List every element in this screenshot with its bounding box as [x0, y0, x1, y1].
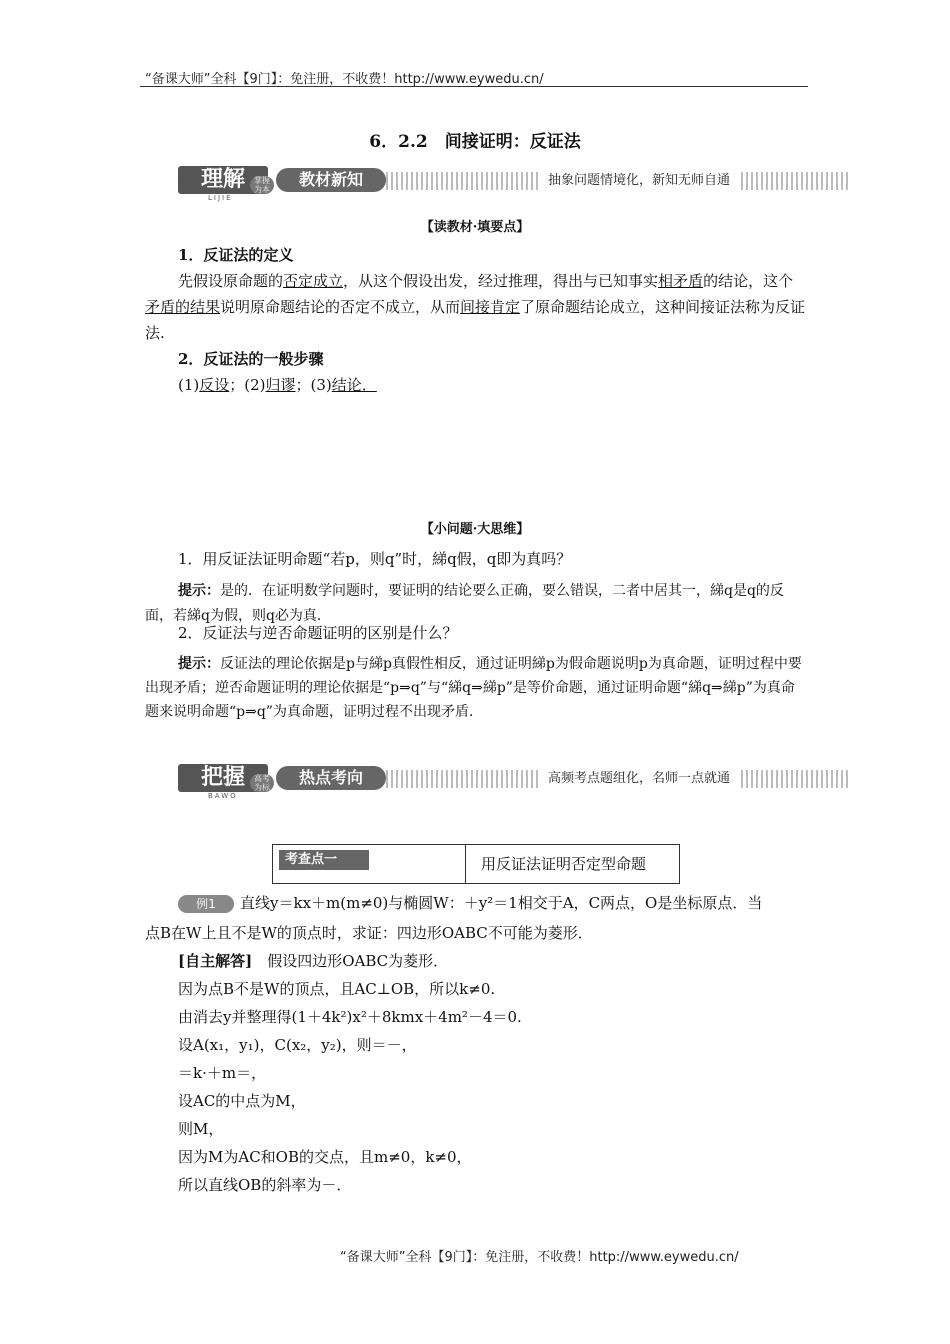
section-heading-read: 【读教材·填要点】 [420, 220, 530, 235]
def-part: 了原命题结论成立，这种间接证法称为反证法. [145, 298, 806, 342]
solution-line-1 [178, 948, 448, 974]
def-blank: 矛盾的结果 [145, 298, 221, 316]
example-text: 直线y＝kx＋m(m≠0)与椭圆W：＋y²＝1相交于A，C两点，O是坐标原点．当 [240, 894, 763, 912]
def-blank: 间接肯定 [460, 298, 521, 316]
steps-part: ；(2) [229, 376, 266, 394]
header-divider [140, 86, 808, 87]
key-point-label: 考查点一 [279, 850, 369, 870]
solution-line-9: 所以直线OB的斜率为－． [178, 1176, 352, 1194]
steps-part: (1) [178, 376, 200, 394]
key-point-divider [465, 845, 466, 883]
def-part: 的结论，这个 [703, 272, 794, 290]
page-footer: “备课大师”全科【9门】：免注册，不收费！http://www.eywedu.cn/ [340, 1250, 739, 1265]
banner-small-text: 高考 为标 [250, 774, 274, 792]
banner-big-text: 理解 [178, 166, 268, 194]
banner-sub-text: BAWO [208, 792, 238, 800]
banner-mid-text: 教材新知 [276, 168, 386, 192]
solution-line-3: 由消去y并整理得(1＋4k²)x²＋8kmx＋4m²－4＝0. [178, 1008, 522, 1026]
solution-line-7: 则M， [178, 1120, 224, 1138]
key-point-text: 用反证法证明否定型命题 [481, 855, 647, 873]
key-point-box [272, 844, 680, 884]
solution-line-8: 因为M为AC和OB的交点，且m≠0，k≠0， [178, 1148, 472, 1166]
banner-mid-text: 热点考向 [276, 766, 386, 790]
answer-label: 提示： [178, 656, 220, 672]
def-part: 说明原命题结论的否定不成立，从而 [220, 298, 461, 316]
solution-line-5: ＝k·＋m＝， [178, 1064, 267, 1082]
example-line-2: 点B在W上且不是W的顶点时，求证：四边形OABC不可能为菱形． [145, 924, 593, 942]
answer-text: 是的．在证明数学问题时，要证明的结论要么正确，要么错误，二者中居其一，綈q是q的反面，若綈q为假，则q必为真． [145, 583, 784, 624]
answer-text: 反证法的理论依据是p与綈p真假性相反，通过证明綈p为假命题说明p为真命题，证明过程中要出现矛盾；逆否命题证明的理论依据是“p⇒q”与“綈q⇒綈p”是等价命题，通过证明命题“綈q⇒綈p”为真命题来说明命题“p⇒q”为真命题，证明过程不出现矛盾． [145, 656, 802, 720]
steps-blank: 归谬 [265, 376, 296, 394]
example-line-1 [178, 890, 762, 916]
definition-heading: 1．反证法的定义 [178, 246, 294, 264]
question-2: 2．反证法与逆否命题证明的区别是什么？ [178, 624, 458, 642]
banner-tagline: 高频考点题组化，名师一点就通 [540, 768, 738, 790]
def-part: 先假设原命题的 [178, 272, 284, 290]
steps-blank: 反设 [199, 376, 230, 394]
banner-small-text: 掌握 为本 [250, 176, 274, 194]
solution-line-4: 设A(x₁，y₁)，C(x₂，y₂)，则＝－， [178, 1036, 417, 1054]
def-part: ，从这个假设出发，经过推理，得出与已知事实 [343, 272, 659, 290]
answer-label: 提示： [178, 583, 220, 599]
example-badge: 例1 [178, 895, 234, 913]
section-heading-think: 【小问题·大思维】 [420, 522, 530, 537]
solution-line-2: 因为点B不是W的顶点，且AC⊥OB，所以k≠0. [178, 980, 496, 998]
question-1: 1．用反证法证明命题“若p，则q”时，綈q假，q即为真吗？ [178, 550, 572, 568]
banner-tagline: 抽象问题情境化，新知无师自通 [540, 170, 738, 192]
steps-blank: 结论． [331, 376, 377, 394]
page-title: 6．2.2 间接证明：反证法 [369, 132, 581, 152]
page-header: “备课大师”全科【9门】：免注册，不收费！http://www.eywedu.cn/ [145, 72, 544, 87]
banner-sub-text: LIJIE [208, 194, 233, 202]
steps-text [178, 372, 377, 398]
steps-part: ；(3) [295, 376, 332, 394]
solution-text: 假设四边形OABC为菱形． [267, 952, 449, 970]
section-banner-understand [178, 166, 848, 200]
banner-big-text: 把握 [178, 764, 268, 792]
solution-label: [自主解答] [178, 952, 253, 970]
def-blank: 否定成立 [283, 272, 344, 290]
solution-line-6: 设AC的中点为M， [178, 1092, 306, 1110]
steps-heading: 2．反证法的一般步骤 [178, 350, 324, 368]
answer-2 [145, 652, 807, 724]
definition-text [145, 268, 807, 346]
section-banner-master [178, 764, 848, 798]
def-blank: 相矛盾 [658, 272, 704, 290]
